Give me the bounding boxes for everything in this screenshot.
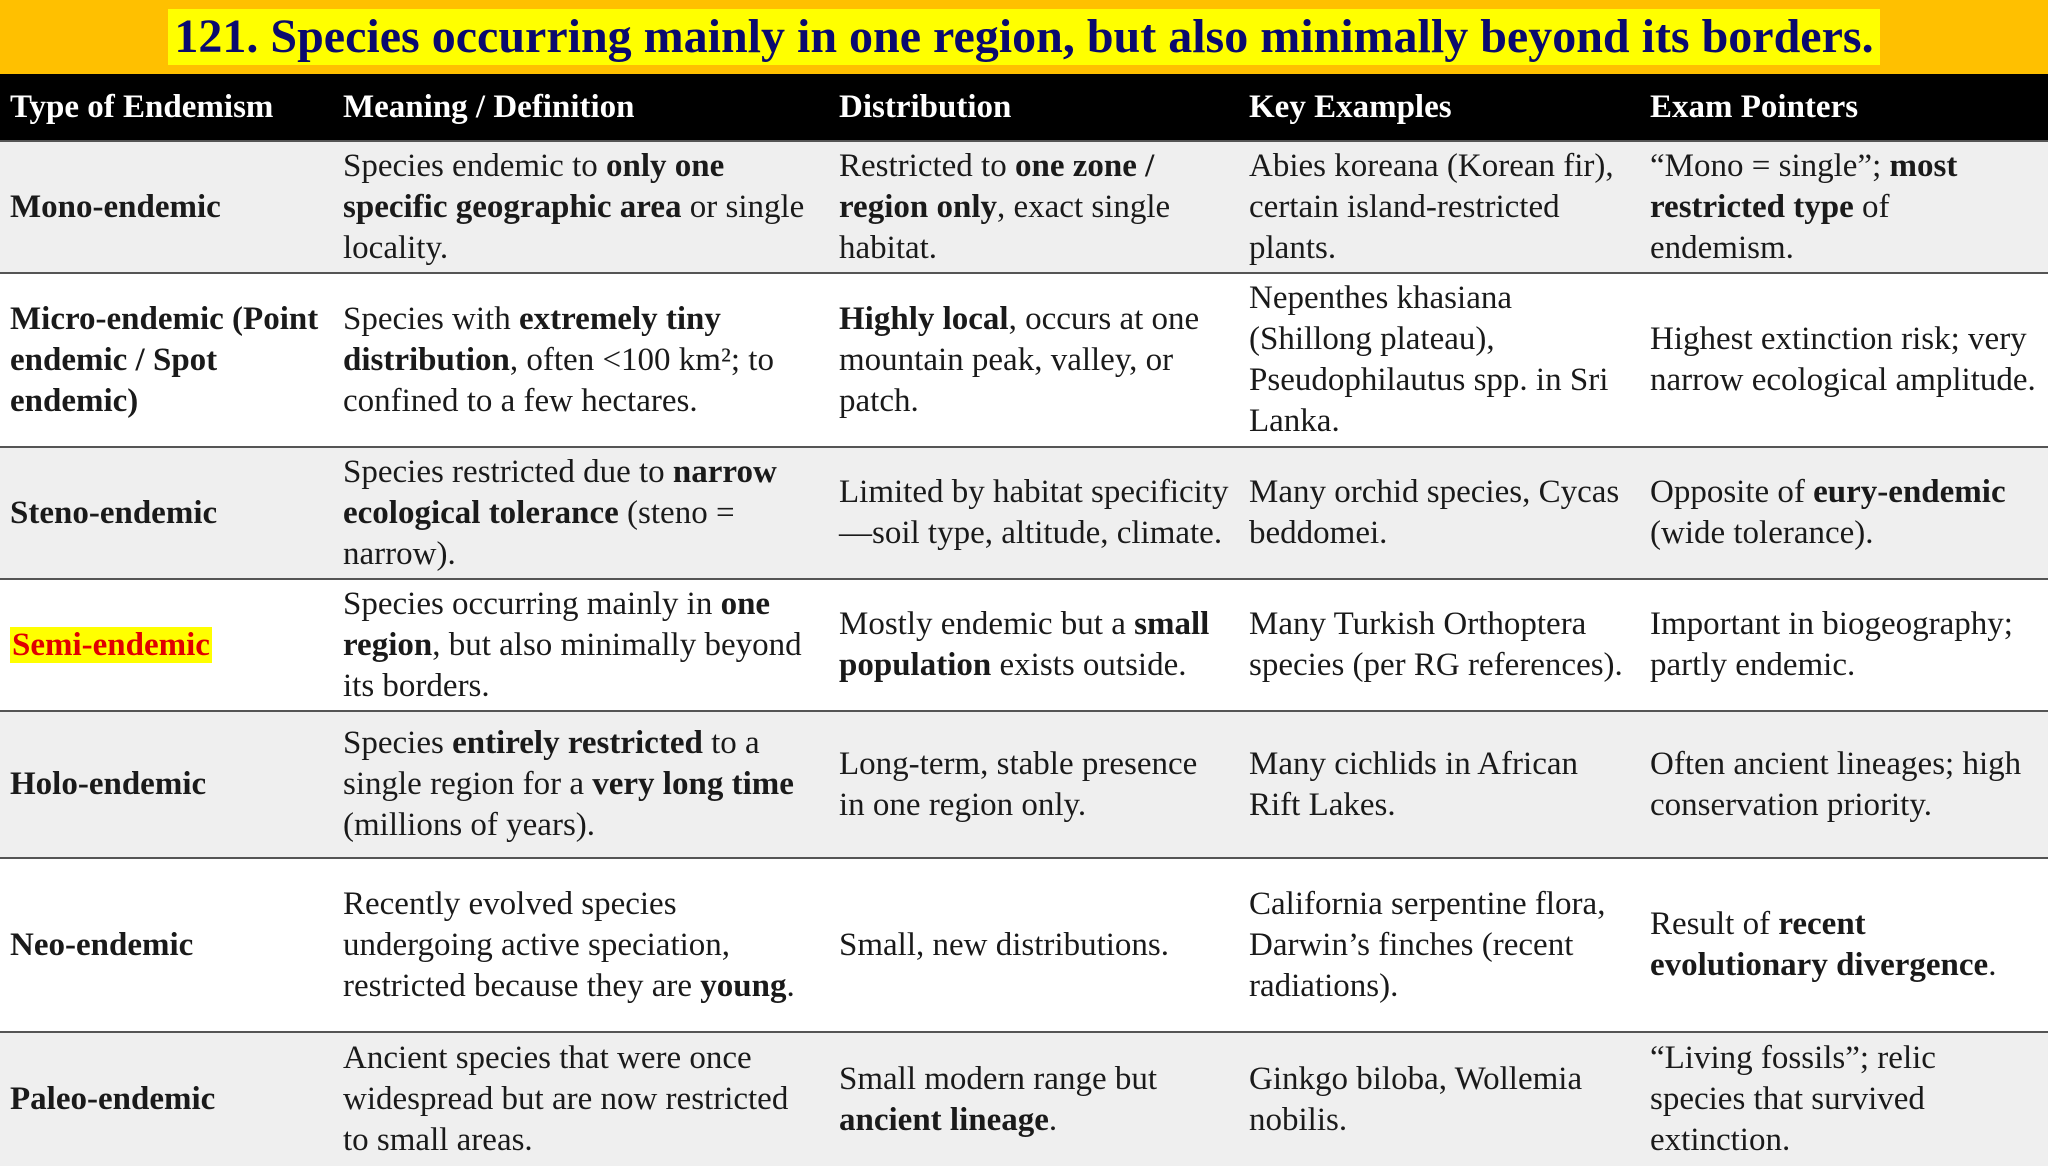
cell-examples: Many orchid species, Cycas beddomei. bbox=[1239, 447, 1640, 579]
cell-pointers: Result of recent evolutionary divergence. bbox=[1640, 858, 2048, 1032]
cell-type: Holo-endemic bbox=[0, 711, 333, 858]
cell-meaning: Ancient species that were once widespread but are now restricted to small areas. bbox=[333, 1032, 829, 1166]
cell-examples: Ginkgo biloba, Wollemia nobilis. bbox=[1239, 1032, 1640, 1166]
cell-examples: California serpentine flora, Darwin’s finches (recent radiations). bbox=[1239, 858, 1640, 1032]
header-examples: Key Examples bbox=[1239, 74, 1640, 141]
cell-meaning: Species restricted due to narrow ecological tolerance (steno = narrow). bbox=[333, 447, 829, 579]
endemism-table bbox=[0, 74, 2048, 1166]
cell-distribution: Small modern range but ancient lineage. bbox=[829, 1032, 1239, 1166]
cell-type: Neo-endemic bbox=[0, 858, 333, 1032]
header-meaning: Meaning / Definition bbox=[333, 74, 829, 141]
cell-pointers: Opposite of eury-endemic (wide tolerance). bbox=[1640, 447, 2048, 579]
cell-distribution: Mostly endemic but a small population exists outside. bbox=[829, 579, 1239, 711]
cell-distribution: Long-term, stable presence in one region only. bbox=[829, 711, 1239, 858]
cell-type: Steno-endemic bbox=[0, 447, 333, 579]
header-distribution: Distribution bbox=[829, 74, 1239, 141]
cell-meaning: Species endemic to only one specific geographic area or single locality. bbox=[333, 141, 829, 273]
cell-examples: Abies koreana (Korean fir), certain island-restricted plants. bbox=[1239, 141, 1640, 273]
cell-distribution: Limited by habitat specificity—soil type, altitude, climate. bbox=[829, 447, 1239, 579]
table-row bbox=[0, 858, 2048, 1032]
cell-examples: Nepenthes khasiana (Shillong plateau), Pseudophilautus spp. in Sri Lanka. bbox=[1239, 273, 1640, 447]
cell-pointers: “Mono = single”; most restricted type of endemism. bbox=[1640, 141, 2048, 273]
table-row bbox=[0, 273, 2048, 447]
table-row bbox=[0, 1032, 2048, 1166]
cell-meaning: Species with extremely tiny distribution, often <100 km²; to confined to a few hectares. bbox=[333, 273, 829, 447]
cell-meaning: Species occurring mainly in one region, but also minimally beyond its borders. bbox=[333, 579, 829, 711]
table-header-row bbox=[0, 74, 2048, 141]
cell-distribution: Small, new distributions. bbox=[829, 858, 1239, 1032]
page-title: 121. Species occurring mainly in one region, but also minimally beyond its borders. bbox=[168, 9, 1879, 65]
table-row bbox=[0, 447, 2048, 579]
cell-pointers: Often ancient lineages; high conservation priority. bbox=[1640, 711, 2048, 858]
cell-meaning: Species entirely restricted to a single region for a very long time (millions of years). bbox=[333, 711, 829, 858]
cell-pointers: “Living fossils”; relic species that survived extinction. bbox=[1640, 1032, 2048, 1166]
highlighted-type: Semi-endemic bbox=[12, 626, 210, 663]
table-row bbox=[0, 141, 2048, 273]
cell-distribution: Restricted to one zone / region only, exact single habitat. bbox=[829, 141, 1239, 273]
cell-type: Paleo-endemic bbox=[0, 1032, 333, 1166]
cell-type: Mono-endemic bbox=[0, 141, 333, 273]
cell-examples: Many cichlids in African Rift Lakes. bbox=[1239, 711, 1640, 858]
cell-type bbox=[0, 579, 333, 711]
cell-meaning: Recently evolved species undergoing active speciation, restricted because they are young. bbox=[333, 858, 829, 1032]
table-row bbox=[0, 711, 2048, 858]
cell-type: Micro-endemic (Point endemic / Spot endemic) bbox=[0, 273, 333, 447]
header-pointers: Exam Pointers bbox=[1640, 74, 2048, 141]
cell-examples: Many Turkish Orthoptera species (per RG references). bbox=[1239, 579, 1640, 711]
table-row bbox=[0, 579, 2048, 711]
header-type: Type of Endemism bbox=[0, 74, 333, 141]
cell-pointers: Important in biogeography; partly endemic. bbox=[1640, 579, 2048, 711]
title-bar bbox=[0, 0, 2048, 74]
cell-pointers: Highest extinction risk; very narrow ecological amplitude. bbox=[1640, 273, 2048, 447]
cell-distribution: Highly local, occurs at one mountain peak, valley, or patch. bbox=[829, 273, 1239, 447]
